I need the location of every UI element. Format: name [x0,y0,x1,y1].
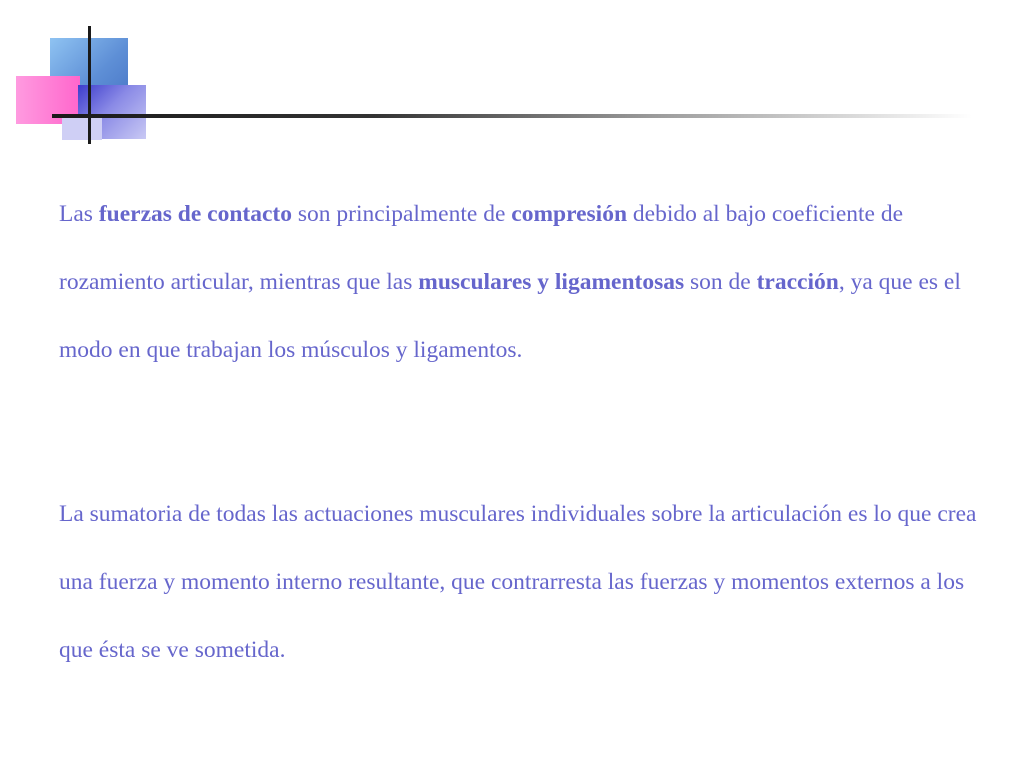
text-segment: debido al bajo coeficiente de rozamiento articular, mientras que las [59,201,904,295]
bold-term-muscular-ligamentous: musculares y ligamentosas [418,269,685,295]
text-segment: son de [684,269,757,295]
bold-term-compression: compresión [511,201,628,227]
paragraph-muscular-sum: La sumatoria de todas las actuaciones musculares individuales sobre la articulación es lo que crea una fuerza y momento interno resultante, que contrarresta las fuerzas y momentos externos a los que ésta se ve sometida. [59,501,977,663]
slide-body [59,180,979,684]
bold-term-traction: tracción [756,269,839,295]
text-segment: , ya que es el modo en que trabajan los músculos y ligamentos. [59,269,961,363]
horizontal-rule [52,114,972,118]
bold-term-contact-forces: fuerzas de contacto [98,201,292,227]
slide-decoration [0,0,1024,160]
paragraph-contact-forces [59,180,979,384]
vertical-rule [88,26,91,144]
text-segment: Las [59,201,99,227]
text-segment: son principalmente de [291,201,512,227]
lavender-square-shape [62,116,102,140]
